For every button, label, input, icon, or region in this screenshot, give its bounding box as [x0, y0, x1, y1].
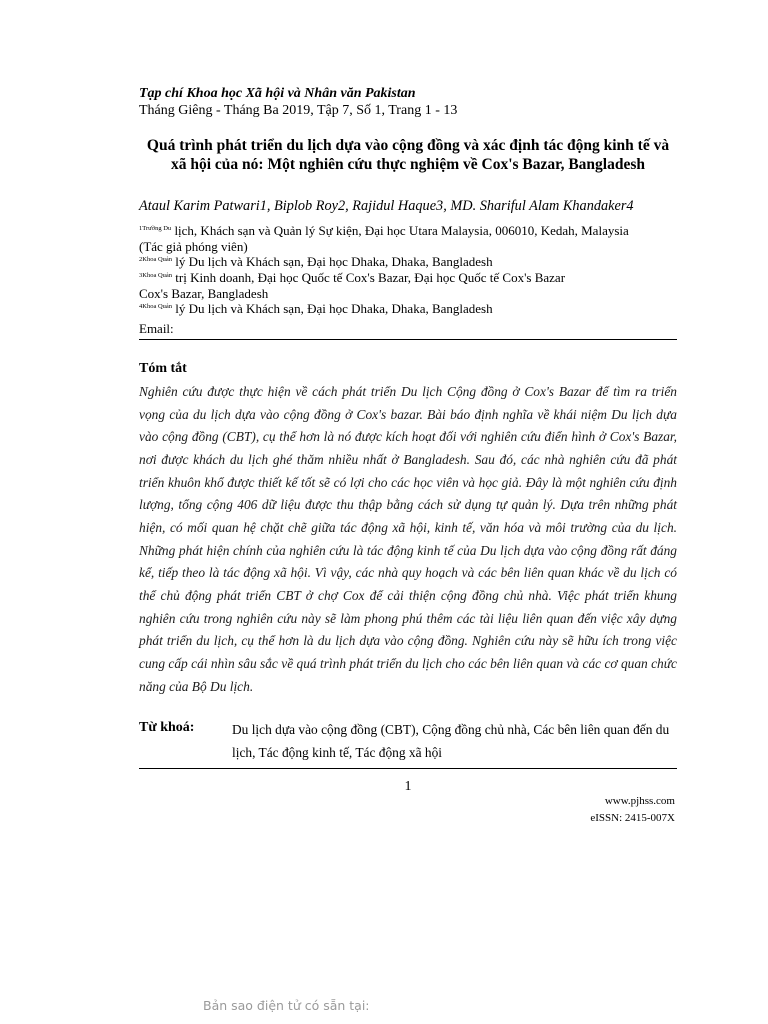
affiliation-text: lý Du lịch và Khách sạn, Đại học Dhaka, Dhaka, Bangladesh [175, 301, 493, 316]
abstract-text: Nghiên cứu được thực hiện về cách phát triển Du lịch Cộng đồng ở Cox's Bazar để tìm ra triển vọng của du lịch dựa vào cộng đồng ở Cox's bazar. Bài báo định nghĩa về khái niệm Du lịch dựa vào cộng đồng (CBT), cụ thể hơn là nó được kích hoạt đối với nghiên cứu điển hình ở Cox's Bazar, nơi được khách du lịch ghé thăm nhiều nhất ở Bangladesh. Sau đó, các nhà nghiên cứu đã phát triển khuôn khổ được thiết kế tốt sẽ có lợi cho các học viên và học giả. Đây là một nghiên cứu định lượng, tổng cộng 406 dữ liệu được thu thập bằng cách sử dụng tự quản lý. Dựa trên những phát hiện, có mối quan hệ chặt chẽ giữa tác động xã hội, kinh tế, văn hóa và môi trường của du lịch. Những phát hiện chính của nghiên cứu là tác động kinh tế của Du lịch dựa vào cộng đồng rất đáng kể, tiếp theo là tác động xã hội. Vì vậy, các nhà quy hoạch và các bên liên quan khác về du lịch có thể chủ động phát triển CBT ở chợ Cox để cải thiện cộng đồng chủ nhà. Việc phát triển khung nghiên cứu trong nghiên cứu này sẽ làm phong phú thêm các tài liệu liên quan đến việc xây dựng phát triển du lịch, cụ thể hơn là du lịch dựa vào cộng đồng. Nghiên cứu này sẽ hữu ích trong việc cung cấp cái nhìn sâu sắc về quá trình phát triển du lịch cho các bên liên quan và các cơ quan chức năng của Bộ Du lịch. [139, 384, 677, 694]
issn: eISSN: 2415-007X [590, 812, 675, 824]
affiliation-1 [139, 221, 629, 255]
affiliation-text: (Tác giả phóng viên) [139, 239, 248, 254]
affiliation-text: lịch, Khách sạn và Quản lý Sự kiện, Đại học Utara Malaysia, 006010, Kedah, Malaysia [174, 223, 629, 238]
keywords-text: Du lịch dựa vào cộng đồng (CBT), Cộng đồng chủ nhà, Các bên liên quan đến du lịch, Tác động kinh tế, Tác động xã hội [232, 722, 670, 760]
header-divider [139, 339, 677, 340]
keywords-label: Từ khoá: [139, 720, 195, 735]
affiliation-text: trị Kinh doanh, Đại học Quốc tế Cox's Bazar, Đại học Quốc tế Cox's Bazar [175, 270, 566, 285]
journal-website: www.pjhss.com [604, 795, 675, 807]
paper-title: Quá trình phát triển du lịch dựa vào cộng đồng và xác định tác động kinh tế và xã hội của nó: Một nghiên cứu thực nghiệm về Cox's Bazar, Bangladesh [146, 137, 670, 173]
author-list: Ataul Karim Patwari1, Biplob Roy2, Rajidul Haque3, MD. Shariful Alam Khandaker4 [139, 198, 634, 214]
page-number: 1 [404, 779, 412, 794]
affiliation-4 [139, 299, 493, 317]
affiliation-sup: 2Khoa Quản [139, 256, 173, 263]
affiliation-sup: 3Khoa Quản [139, 272, 173, 279]
affiliation-text: Cox's Bazar, Bangladesh [139, 286, 269, 301]
affiliation-sup: 4Khoa Quản [139, 303, 173, 310]
affiliation-text: lý Du lịch và Khách sạn, Đại học Dhaka, Dhaka, Bangladesh [175, 254, 493, 269]
email-label: Email: [139, 321, 174, 336]
footer-divider [139, 768, 677, 769]
affiliation-sup: 1Trường Du [139, 225, 172, 232]
journal-name: Tạp chí Khoa học Xã hội và Nhân văn Pakistan [139, 86, 416, 101]
availability-note: Bản sao điện tử có sẵn tại: [203, 998, 370, 1013]
affiliation-3 [139, 268, 565, 302]
issue-info: Tháng Giêng - Tháng Ba 2019, Tập 7, Số 1, Trang 1 - 13 [139, 103, 458, 118]
abstract-heading: Tóm tắt [139, 361, 187, 376]
